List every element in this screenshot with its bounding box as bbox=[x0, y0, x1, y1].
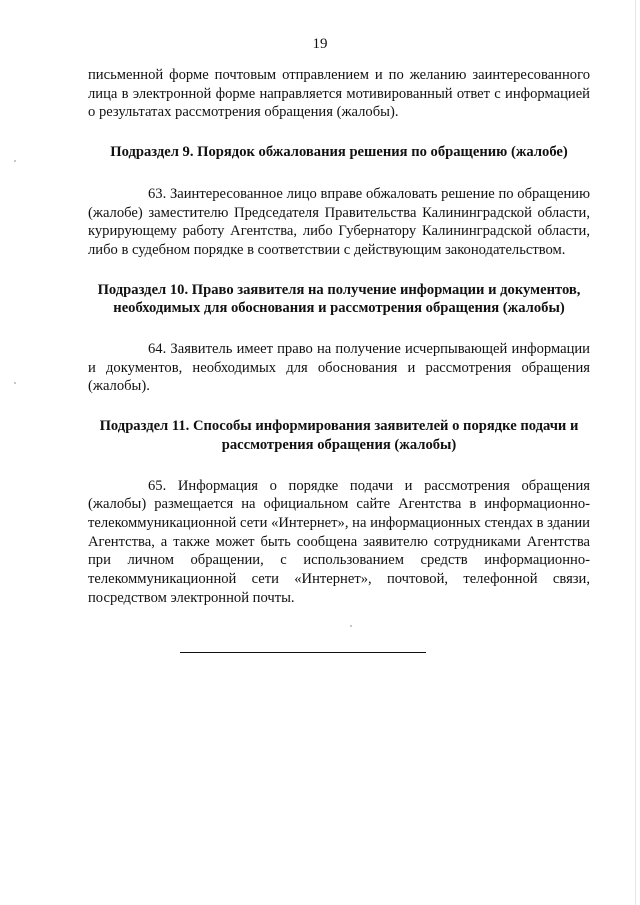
paragraph-65: 65. Информация о порядке подачи и рассмотрения обращения (жалобы) размещается на официальном сайте Агентства в информационно-телекоммуникационной сети «Интернет», на информационных стендах в здании Агентства, а также может быть сообщена заявителю сотрудниками Агентства при личном обращении, с использованием средств информационно-телекоммуникационной сети «Интернет», почтовой, телефонной связи, посредством электронной почты. bbox=[88, 477, 590, 606]
document-body bbox=[88, 66, 590, 607]
scan-speck bbox=[14, 160, 16, 162]
heading-subsection-11: Подраздел 11. Способы информирования заявителей о порядке подачи и рассмотрения обращения (жалобы) bbox=[99, 418, 579, 453]
heading-subsection-9: Подраздел 9. Порядок обжалования решения по обращению (жалобе) bbox=[110, 144, 568, 161]
scan-speck bbox=[350, 625, 352, 627]
page-number: 19 bbox=[312, 36, 328, 52]
scan-edge-shadow bbox=[635, 0, 636, 905]
heading-subsection-10: Подраздел 10. Право заявителя на получение информации и документов, необходимых для обоснования и рассмотрения обращения (жалобы) bbox=[97, 281, 581, 317]
paragraph-64: 64. Заявитель имеет право на получение исчерпывающей информации и документов, необходимых для обоснования и рассмотрения обращения (жалобы). bbox=[88, 341, 590, 395]
end-of-document-rule bbox=[180, 652, 426, 653]
scan-speck bbox=[14, 382, 16, 384]
paragraph-intro: письменной форме почтовым отправлением и по желанию заинтересованного лица в электронной форме направляется мотивированный ответ с информацией о результатах рассмотрения обращения (жалобы). bbox=[88, 67, 590, 121]
paragraph-63: 63. Заинтересованное лицо вправе обжаловать решение по обращению (жалобе) заместителю Председателя Правительства Калининградской области, курирующему работу Агентства, либо Губернатору Калининградской области, либо в судебном порядке в соответствии с действующим законодательством. bbox=[88, 185, 590, 258]
